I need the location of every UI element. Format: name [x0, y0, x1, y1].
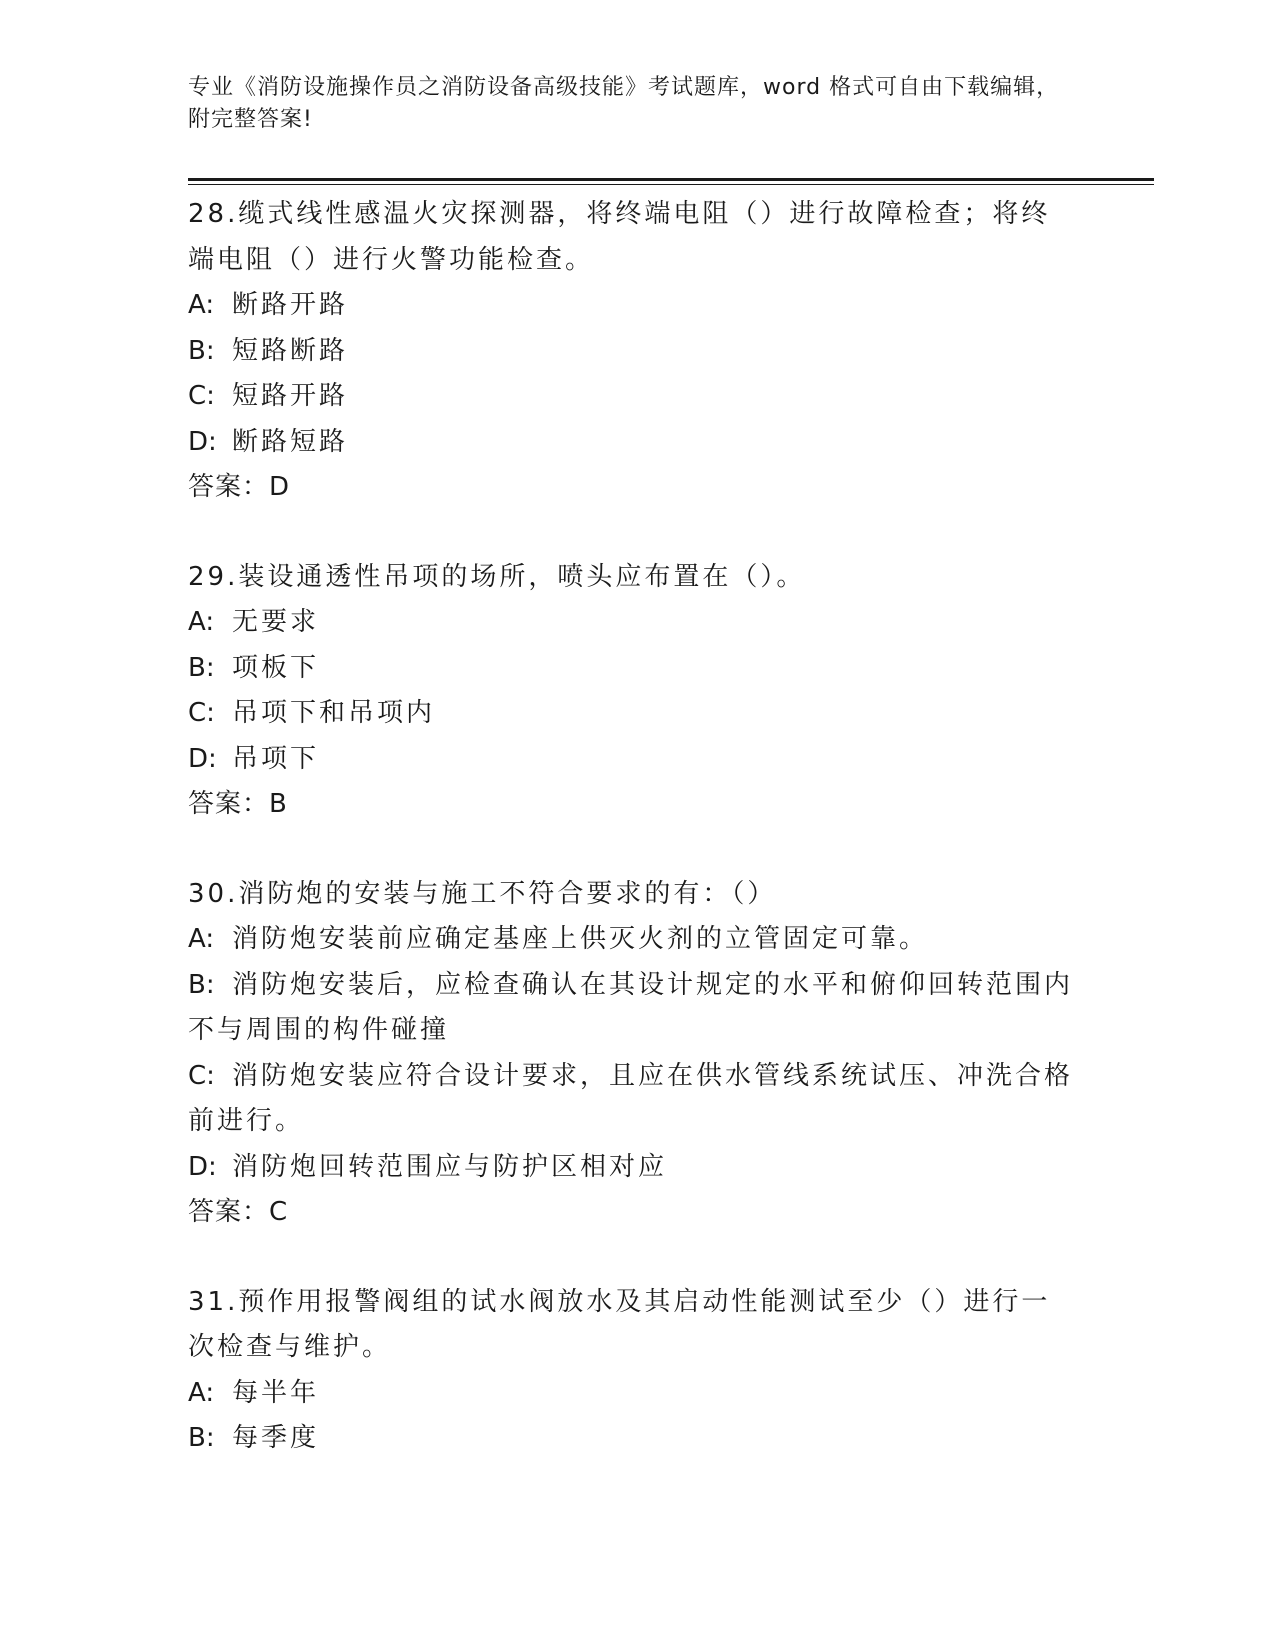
question-stem: 31.预作用报警阀组的试水阀放水及其启动性能测试至少（）进行一次检查与维护。 — [188, 1286, 1051, 1362]
option-letter: A: — [188, 1377, 215, 1408]
option-text: 项板下 — [232, 652, 320, 683]
question-31 — [188, 1280, 1078, 1462]
question-28 — [188, 192, 1078, 511]
option-a — [188, 1371, 1078, 1417]
option-text: 断路短路 — [232, 426, 349, 457]
option-letter: C: — [188, 1060, 215, 1091]
option-b — [188, 646, 1078, 692]
option-a — [188, 917, 1078, 963]
option-letter: D: — [188, 1151, 217, 1182]
document-intro: 专业《消防设施操作员之消防设备高级技能》考试题库，word 格式可自由下载编辑，附完整答案! — [188, 75, 1060, 132]
option-letter: A: — [188, 924, 215, 954]
option-text: 短路断路 — [232, 335, 349, 366]
question-stem: 28.缆式线性感温火灾探测器，将终端电阻（）进行故障检查；将终端电阻（）进行火警功能检查。 — [188, 199, 1051, 275]
option-text: 每季度 — [232, 1423, 320, 1453]
question-list — [188, 192, 1078, 1462]
option-d — [188, 420, 1078, 466]
option-a — [188, 600, 1078, 646]
option-d — [188, 1145, 1078, 1191]
option-a — [188, 283, 1078, 329]
option-letter: A: — [188, 607, 215, 637]
option-b — [188, 1416, 1078, 1462]
option-letter: A: — [188, 290, 215, 320]
option-text: 短路开路 — [232, 381, 349, 411]
option-text: 吊项下和吊项内 — [232, 698, 436, 728]
question-stem: 29.装设通透性吊项的场所，喷头应布置在（）。 — [188, 561, 806, 592]
option-text: 无要求 — [232, 607, 320, 637]
option-letter: B: — [188, 335, 215, 366]
option-letter: B: — [188, 1423, 215, 1453]
option-text: 每半年 — [232, 1377, 320, 1408]
option-d — [188, 737, 1078, 783]
answer-line: 答案：D — [188, 472, 291, 502]
option-b — [188, 963, 1078, 1054]
option-letter: B: — [188, 652, 215, 683]
option-letter: B: — [188, 969, 215, 1000]
option-text: 断路开路 — [232, 290, 349, 320]
option-c — [188, 374, 1078, 420]
option-c — [188, 1054, 1078, 1145]
option-text: 消防炮回转范围应与防护区相对应 — [232, 1151, 668, 1182]
option-text: 消防炮安装前应确定基座上供灭火剂的立管固定可靠。 — [232, 924, 929, 954]
option-letter: D: — [188, 426, 217, 457]
question-30 — [188, 872, 1078, 1236]
question-29 — [188, 555, 1078, 828]
option-text: 消防炮安装后，应检查确认在其设计规定的水平和俯仰回转范围内不与周围的构件碰撞 — [188, 969, 1074, 1045]
option-c — [188, 691, 1078, 737]
header-divider-thin — [188, 184, 1154, 185]
answer-line: 答案：B — [188, 789, 288, 819]
question-stem: 30.消防炮的安装与施工不符合要求的有：（） — [188, 878, 777, 909]
option-letter: C: — [188, 381, 215, 411]
answer-line: 答案：C — [188, 1197, 289, 1227]
option-letter: C: — [188, 698, 215, 728]
header-divider-thick — [188, 178, 1154, 181]
option-text: 消防炮安装应符合设计要求，且应在供水管线系统试压、冲洗合格前进行。 — [188, 1060, 1074, 1136]
option-letter: D: — [188, 743, 217, 774]
option-text: 吊项下 — [232, 743, 320, 774]
option-b — [188, 329, 1078, 375]
